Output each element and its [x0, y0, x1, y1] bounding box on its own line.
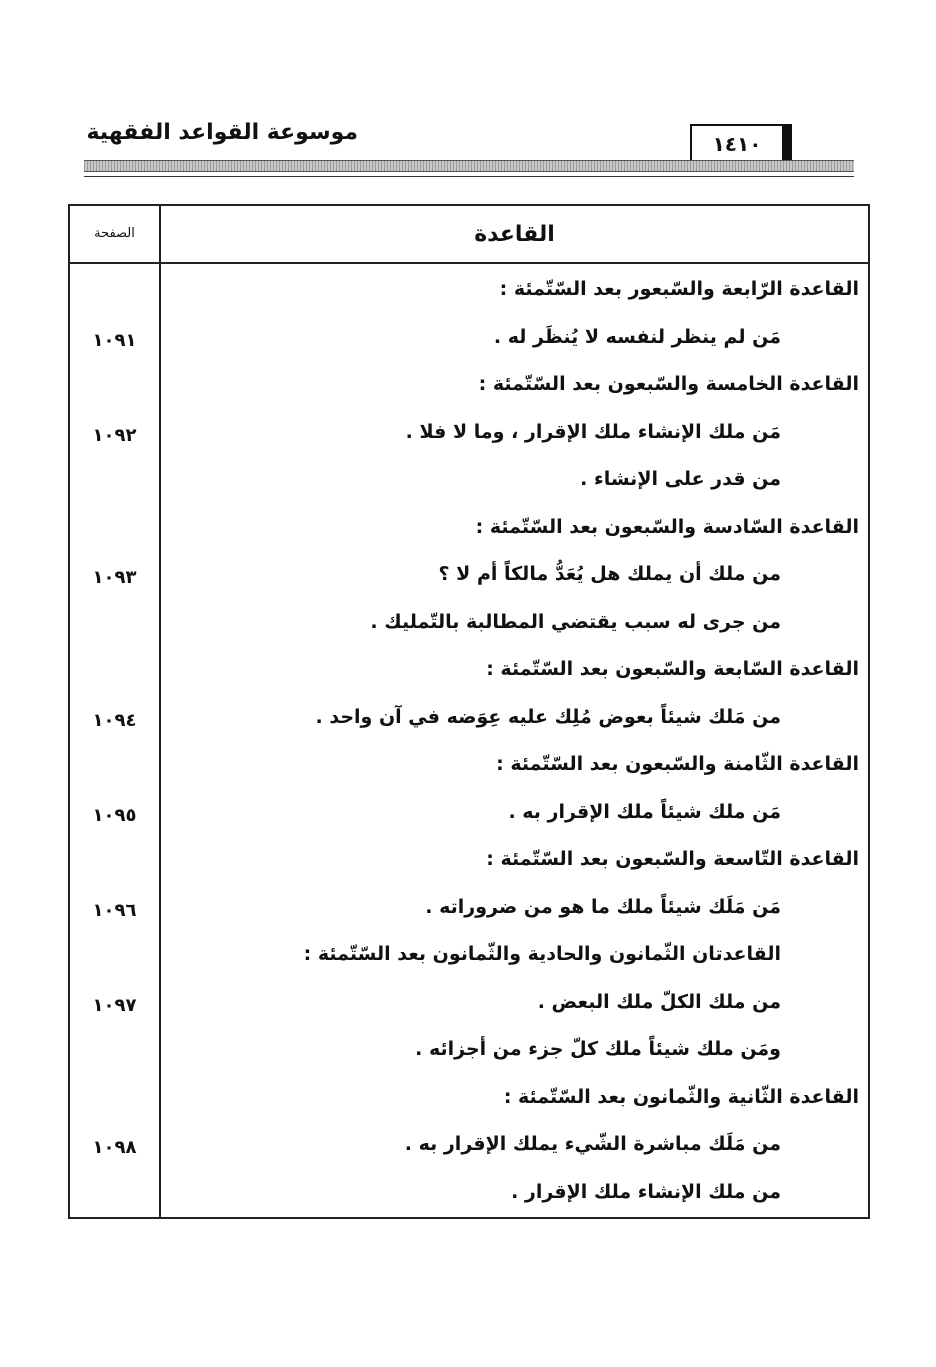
- rule-text: مَن ملك شيئاً ملك الإقرار به .: [508, 801, 781, 823]
- column-header-rule: القاعدة: [474, 222, 555, 247]
- rule-heading: القاعدة الثّامنة والسّبعون بعد السّتّمئة :: [496, 753, 859, 775]
- rule-text: مَن لم ينظر لنفسه لا يُنظَر له .: [493, 326, 781, 348]
- page-reference: ١٠٩٦: [92, 900, 137, 921]
- header-rule: [84, 160, 854, 172]
- page-reference: ١٠٩٨: [92, 1137, 137, 1158]
- rule-heading: القاعدة الخامسة والسّبعون بعد السّتّمئة :: [478, 373, 859, 395]
- rule-text: من ملك الإنشاء ملك الإقرار .: [511, 1181, 781, 1203]
- rule-text: من مَلك شيئاً بعوض مُلِك عليه عِوَضه في آن واحد .: [315, 706, 781, 728]
- page-number-box: ١٤١٠: [690, 124, 784, 162]
- header-rule-thin: [84, 176, 854, 177]
- rule-text: مَن مَلَك شيئاً ملك ما هو من ضروراته .: [425, 896, 781, 918]
- rule-heading: القاعدة السّابعة والسّبعون بعد السّتّمئة :: [486, 658, 859, 680]
- page-reference: ١٠٩٧: [92, 995, 137, 1016]
- rule-heading: القاعدة التّاسعة والسّبعون بعد السّتّمئة :: [486, 848, 859, 870]
- page-number-box-shadow: [784, 124, 792, 162]
- rule-text: ومَن ملك شيئاً ملك كلّ جزء من أجزائه .: [415, 1038, 781, 1060]
- page-reference: ١٠٩٢: [92, 425, 137, 446]
- table-header-divider: [68, 262, 870, 264]
- rule-text: من مَلَك مباشرة الشّيء يملك الإقرار به .: [404, 1133, 781, 1155]
- rule-text: من ملك أن يملك هل يُعَدُّ مالكاً أم لا ؟: [438, 563, 781, 585]
- rule-heading: القاعدة الرّابعة والسّبعور بعد السّتّمئة :: [499, 278, 859, 300]
- rule-text: مَن ملك الإنشاء ملك الإقرار ، وما لا فلا .: [405, 421, 781, 443]
- rule-text: القاعدتان الثّمانون والحادية والثّمانون بعد السّتّمئة :: [303, 943, 781, 965]
- page-reference: ١٠٩٣: [92, 567, 137, 588]
- page-reference: ١٠٩٤: [92, 710, 137, 731]
- rule-text: من قدر على الإنشاء .: [580, 468, 781, 490]
- column-header-page: الصفحة: [94, 226, 135, 241]
- rule-heading: القاعدة السّادسة والسّبعون بعد السّتّمئة :: [475, 516, 859, 538]
- page-reference: ١٠٩٥: [92, 805, 137, 826]
- page-reference: ١٠٩١: [92, 330, 137, 351]
- rule-heading: القاعدة الثّانية والثّمانون بعد السّتّمئة :: [503, 1086, 859, 1108]
- rule-text: من جرى له سبب يقتضي المطالبة بالتّمليك .: [370, 611, 781, 633]
- rule-text: من ملك الكلّ ملك البعض .: [537, 991, 781, 1013]
- running-header-title: موسوعة القواعد الفقهية: [86, 120, 358, 145]
